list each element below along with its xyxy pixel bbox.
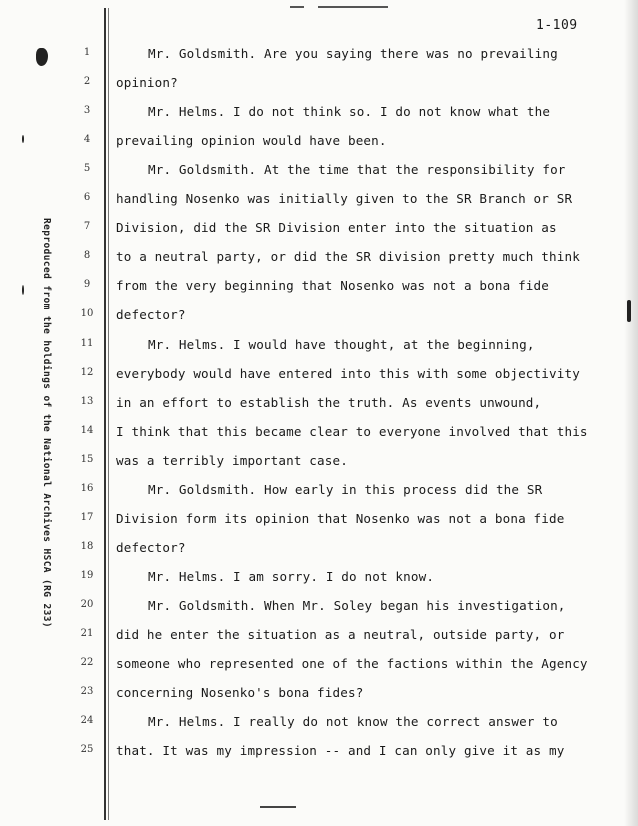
line-number: 22 [80,657,94,669]
transcript-line: Mr. Helms. I am sorry. I do not know. [148,568,435,584]
transcript-line: to a neutral party, or did the SR division pretty much think [116,249,580,265]
transcript-line: someone who represented one of the factions within the Agency [116,656,588,672]
page-number: 1-109 [536,18,578,33]
scan-speck [627,300,631,322]
scan-mark [318,6,388,8]
line-number: 24 [80,715,94,727]
transcript-line: defector? [116,539,186,555]
scan-mark [260,806,296,808]
scan-speck [22,135,24,143]
line-number: 20 [80,598,94,610]
line-number: 21 [80,628,94,639]
transcript-line: from the very beginning that Nosenko was not a bona fide [116,278,549,294]
line-number: 8 [83,250,91,262]
line-number: 19 [80,569,94,581]
line-number: 6 [83,192,91,204]
transcript-line: defector? [116,307,186,323]
line-number: 10 [80,308,94,320]
line-number: 13 [80,395,94,407]
transcript-line: Mr. Goldsmith. At the time that the responsibility for [148,162,566,178]
transcript-line: concerning Nosenko's bona fides? [116,685,364,701]
transcript-line: Mr. Helms. I do not think so. I do not know what the [148,104,551,120]
transcript-line: was a terribly important case. [116,452,348,468]
transcript-line: Mr. Goldsmith. How early in this process did the SR [148,481,543,497]
line-number: 1 [83,47,91,58]
transcript-line: Mr. Helms. I really do not know the correct answer to [148,714,558,730]
transcript-line: prevailing opinion would have been. [116,133,387,149]
scan-mark [290,6,304,8]
archive-stamp: Reproduced from the holdings of the National Archives HSCA (RG 233) [41,218,52,629]
transcript-line: Mr. Goldsmith. Are you saying there was no prevailing [148,46,558,61]
line-number: 4 [83,134,91,146]
line-number: 2 [83,76,91,88]
margin-rule [104,8,106,820]
line-number: 23 [80,686,94,698]
scan-speck [36,48,48,66]
margin-rule-inner [108,8,109,820]
line-number: 25 [80,744,94,756]
page-edge-shadow [624,0,638,826]
line-number: 16 [80,482,94,494]
scan-speck [22,285,24,295]
line-number: 12 [80,366,94,378]
transcript-line: Mr. Goldsmith. When Mr. Soley began his investigation, [148,597,566,613]
transcript-line: everybody would have entered into this with some objectivity [116,365,580,381]
transcript-line: Division, did the SR Division enter into the situation as [116,220,557,236]
transcript-line: in an effort to establish the truth. As events unwound, [116,394,542,410]
transcript-line: did he enter the situation as a neutral, outside party, or [116,627,565,642]
transcript-line: I think that this became clear to everyone involved that this [116,423,588,439]
line-number: 3 [83,105,91,117]
transcript-line: that. It was my impression -- and I can only give it as my [116,743,565,759]
line-number: 14 [80,424,94,436]
line-number: 15 [80,453,94,465]
line-number: 7 [83,221,91,233]
line-number: 18 [80,540,94,552]
transcript-line: Division form its opinion that Nosenko was not a bona fide [116,510,565,526]
transcript-line: opinion? [116,75,178,91]
line-number: 17 [80,511,94,523]
transcript-line: Mr. Helms. I would have thought, at the beginning, [148,336,535,352]
transcript-line: handling Nosenko was initially given to the SR Branch or SR [116,191,573,207]
line-number: 5 [83,163,91,175]
line-number: 9 [83,279,91,291]
line-number: 11 [80,337,94,349]
